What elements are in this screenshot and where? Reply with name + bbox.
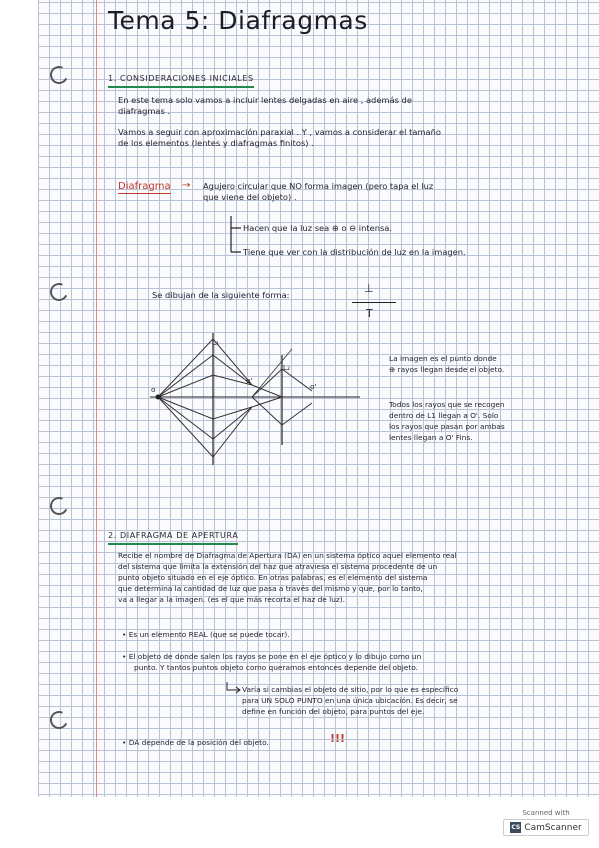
margin-line bbox=[96, 0, 97, 797]
paragraph-line: En este tema solo vamos a incluir lentes delgadas en aire , además de bbox=[118, 95, 412, 105]
paragraph-line: Vamos a seguir con aproximación paraxial . Y , vamos a considerar el tamaño bbox=[118, 127, 441, 137]
instruction-line: Se dibujan de la siguiente forma: bbox=[152, 290, 290, 300]
sub-arrow bbox=[224, 681, 244, 695]
section-heading: 1. CONSIDERACIONES INICIALES bbox=[108, 73, 254, 88]
scanner-watermark bbox=[503, 809, 589, 836]
section-heading: 2. DIAFRAGMA DE APERTURA bbox=[108, 530, 238, 545]
note-line: dentro de L1 llegan a O'. Solo bbox=[389, 411, 499, 420]
definition-line: que viene del objeto) . bbox=[203, 192, 297, 202]
paragraph-line: va a llegar a la imagen. (es el que más recorta el haz de luz). bbox=[118, 595, 346, 604]
paragraph-line: que determina la cantidad de luz que pasa a través del mismo y que, por lo tanto, bbox=[118, 584, 423, 593]
scanner-brand: CamScanner bbox=[524, 822, 582, 833]
label-l1: L₁ bbox=[212, 338, 220, 347]
note-line: La imagen es el punto donde bbox=[389, 354, 497, 363]
emphasis-mark: !!! bbox=[330, 732, 346, 745]
note-line: lentes llegan a O' Fins. bbox=[389, 433, 473, 442]
scanner-badge bbox=[503, 819, 589, 836]
bullet-item: • DA depende de la posición del objeto. bbox=[122, 738, 269, 747]
paragraph-line: diafragmas . bbox=[118, 106, 171, 116]
paragraph-line: Recibe el nombre de Diafragma de Apertura (DA) en un sistema óptico aquel elemento real bbox=[118, 551, 457, 560]
note-line: ⊕ rayos llegan desde el objeto. bbox=[389, 365, 505, 374]
scanner-caption: Scanned with bbox=[522, 809, 570, 817]
symbol-bottom: T bbox=[366, 307, 373, 320]
label-l2: L₂ bbox=[283, 363, 291, 372]
point-line: Hacen que la luz sea ⊕ o ⊖ intensa. bbox=[243, 223, 392, 233]
sub-point-line: Varía si cambias el objeto de sitio, por lo que es específico bbox=[242, 685, 459, 694]
bullet-item: • Es un elemento REAL (que se puede tocar). bbox=[122, 630, 290, 639]
sub-point-line: define en función del objeto, para puntos del eje. bbox=[242, 707, 425, 716]
label-o: o bbox=[151, 385, 156, 394]
paragraph-line: del sistema que limita la extensión del haz que atraviesa el sistema procedente de un bbox=[118, 562, 438, 571]
fraction-line bbox=[352, 302, 396, 303]
paragraph-line: de los elementos (lentes y diafragmas finitos) . bbox=[118, 138, 314, 148]
symbol-top: ⊥ bbox=[364, 282, 374, 295]
label-o-double-prime: o' bbox=[310, 382, 317, 391]
paragraph-line: punto objeto situado en el eje óptico. En otras palabras, es el elemento del sistema bbox=[118, 573, 428, 582]
note-line: los rayos que pasan por ambas bbox=[389, 422, 505, 431]
bullet-item: • El objeto de donde salen los rayos se pone en el eje óptico y lo dibujo como un bbox=[122, 652, 422, 661]
point-line: Tiene que ver con la distribución de luz en la imagen. bbox=[243, 247, 466, 257]
term-diafragma: Diafragma bbox=[118, 181, 171, 192]
sub-point-line: para UN SOLO PUNTO en una única ubicación. Es decir, se bbox=[242, 696, 458, 705]
bracket-lines bbox=[225, 214, 245, 258]
note-line: Todos los rayos que se recogen bbox=[389, 400, 505, 409]
ray-diagram bbox=[140, 325, 380, 495]
definition-line: Agujero circular que NO forma imagen (pero tapa el luz bbox=[203, 181, 434, 191]
camscanner-logo-icon: CS bbox=[511, 824, 521, 831]
bullet-item: punto. Y tantos puntos objeto como queramos entonces depende del objeto. bbox=[134, 663, 418, 672]
page-title: Tema 5: Diafragmas bbox=[108, 6, 368, 35]
arrow: → bbox=[182, 180, 191, 191]
label-o-prime: o' bbox=[246, 376, 253, 385]
